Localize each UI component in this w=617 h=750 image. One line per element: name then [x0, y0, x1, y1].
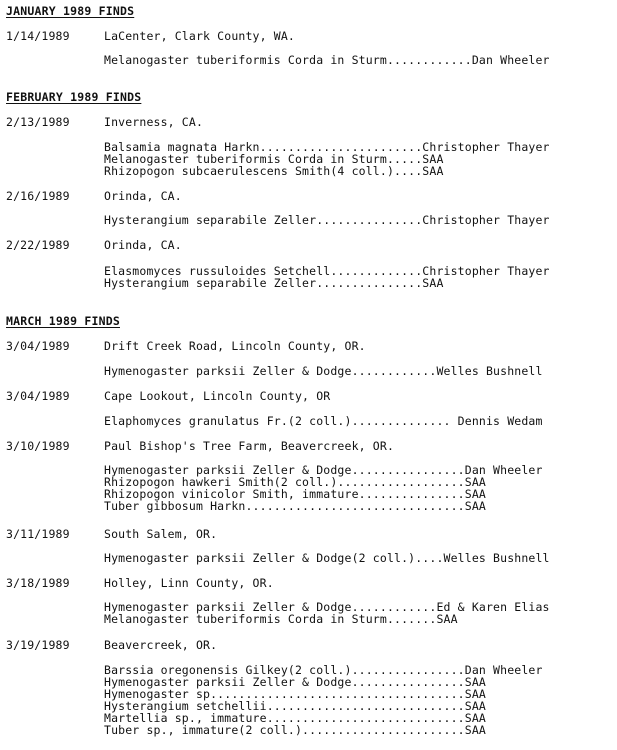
- find-line: Hymenogaster parksii Zeller & Dodge................Dan Wheeler: [104, 463, 543, 477]
- find-line: Barssia oregonensis Gilkey(2 coll.)................Dan Wheeler: [104, 663, 543, 677]
- entry-date: 3/18/1989: [6, 576, 70, 590]
- entry-location: South Salem, OR.: [104, 527, 218, 541]
- entry-date: 3/04/1989: [6, 339, 70, 353]
- entry-location: Orinda, CA.: [104, 189, 182, 203]
- entry-location: Drift Creek Road, Lincoln County, OR.: [104, 339, 366, 353]
- entry-date: 2/22/1989: [6, 238, 70, 252]
- find-line: Melanogaster tuberiformis Corda in Sturm.......SAA: [104, 612, 458, 626]
- entry-date: 3/10/1989: [6, 439, 70, 453]
- entry-date: 3/19/1989: [6, 638, 70, 652]
- entry-date: 1/14/1989: [6, 29, 70, 43]
- find-line: Elasmomyces russuloides Setchell.............Christopher Thayer: [104, 264, 550, 278]
- find-line: Melanogaster tuberiformis Corda in Sturm.....SAA: [104, 152, 444, 166]
- entry-date: 3/11/1989: [6, 527, 70, 541]
- entry-location: Paul Bishop's Tree Farm, Beavercreek, OR.: [104, 439, 395, 453]
- entry-location: Cape Lookout, Lincoln County, OR: [104, 389, 331, 403]
- find-line: Melanogaster tuberiformis Corda in Sturm............Dan Wheeler: [104, 53, 550, 67]
- entry-location: Beavercreek, OR.: [104, 638, 218, 652]
- find-line: Martellia sp., immature............................SAA: [104, 711, 486, 725]
- find-line: Hysterangium setchellii............................SAA: [104, 699, 486, 713]
- section-heading-march: MARCH 1989 FINDS: [6, 314, 120, 328]
- section-heading-january: JANUARY 1989 FINDS: [6, 4, 135, 18]
- find-line: Tuber sp., immature(2 coll.).......................SAA: [104, 723, 486, 737]
- entry-location: Orinda, CA.: [104, 238, 182, 252]
- find-line: Hymenogaster parksii Zeller & Dodge(2 coll.)....Welles Bushnell: [104, 551, 550, 565]
- find-line: Tuber gibbosum Harkn...............................SAA: [104, 499, 486, 513]
- find-line: Balsamia magnata Harkn.......................Christopher Thayer: [104, 140, 550, 154]
- find-line: Hymenogaster parksii Zeller & Dodge............Welles Bushnell: [104, 364, 543, 378]
- find-line: Rhizopogon subcaerulescens Smith(4 coll.)....SAA: [104, 164, 444, 178]
- find-line: Hymenogaster parksii Zeller & Dodge............Ed & Karen Elias: [104, 600, 550, 614]
- section-heading-february: FEBRUARY 1989 FINDS: [6, 90, 142, 104]
- entry-date: 2/13/1989: [6, 115, 70, 129]
- find-line: Elaphomyces granulatus Fr.(2 coll.).............. Dennis Wedam: [104, 414, 543, 428]
- find-line: Rhizopogon hawkeri Smith(2 coll.)..................SAA: [104, 475, 486, 489]
- entry-location: Inverness, CA.: [104, 115, 204, 129]
- find-line: Rhizopogon vinicolor Smith, immature...............SAA: [104, 487, 486, 501]
- entry-location: LaCenter, Clark County, WA.: [104, 29, 295, 43]
- entry-date: 2/16/1989: [6, 189, 70, 203]
- find-line: Hymenogaster parksii Zeller & Dodge................SAA: [104, 675, 486, 689]
- find-line: Hysterangium separabile Zeller...............SAA: [104, 276, 444, 290]
- entry-location: Holley, Linn County, OR.: [104, 576, 274, 590]
- find-line: Hymenogaster sp....................................SAA: [104, 687, 486, 701]
- find-line: Hysterangium separabile Zeller...............Christopher Thayer: [104, 213, 550, 227]
- entry-date: 3/04/1989: [6, 389, 70, 403]
